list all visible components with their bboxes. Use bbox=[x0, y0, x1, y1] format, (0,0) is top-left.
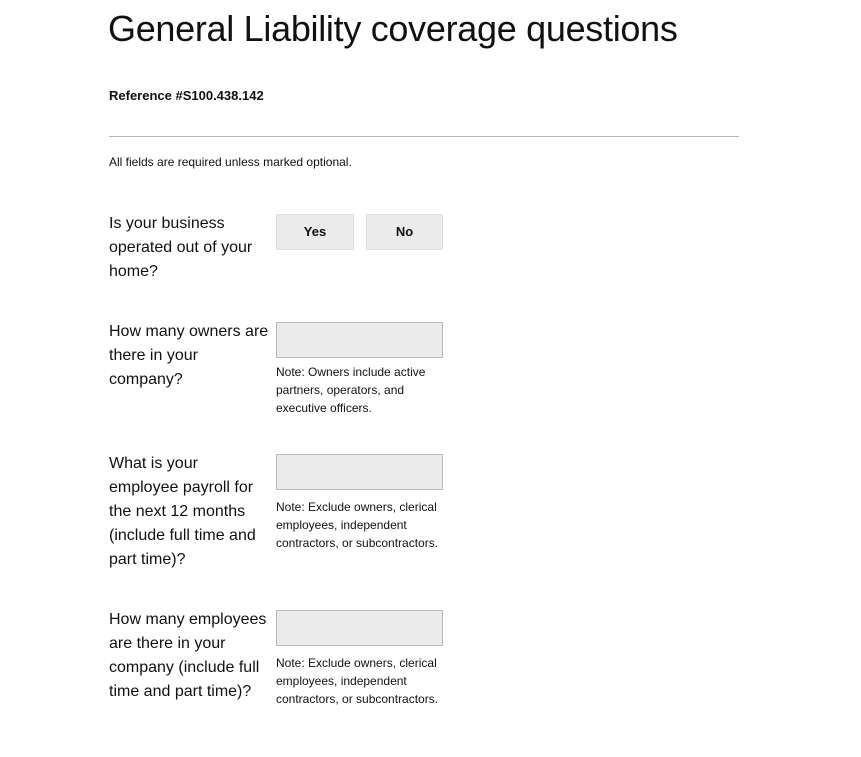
section-divider bbox=[109, 136, 739, 137]
owners-field-note: Note: Owners include active partners, operators, and executive officers. bbox=[276, 365, 426, 415]
required-fields-note: All fields are required unless marked optional. bbox=[109, 155, 352, 169]
owners-question-label: How many owners are there in your company? bbox=[109, 323, 269, 388]
payroll-input[interactable] bbox=[276, 454, 443, 490]
owners-count-input[interactable] bbox=[276, 322, 443, 358]
employees-count-input[interactable] bbox=[276, 610, 443, 646]
payroll-question-label: What is your employee payroll for the next 12 months (include full time and part time)? bbox=[109, 455, 256, 568]
home-operated-no-button[interactable]: No bbox=[366, 214, 443, 250]
home-operated-yes-button[interactable]: Yes bbox=[276, 214, 354, 250]
reference-number: Reference #S100.438.142 bbox=[109, 88, 264, 103]
employees-question-label: How many employees are there in your company (include full time and part time)? bbox=[109, 611, 267, 700]
payroll-field-note: Note: Exclude owners, clerical employees, independent contractors, or subcontractors. bbox=[276, 500, 439, 550]
home-operated-question-label: Is your business operated out of your home? bbox=[109, 215, 253, 280]
employees-field-note: Note: Exclude owners, clerical employees, independent contractors, or subcontractors. bbox=[276, 656, 439, 706]
page-title: General Liability coverage questions bbox=[108, 8, 678, 49]
